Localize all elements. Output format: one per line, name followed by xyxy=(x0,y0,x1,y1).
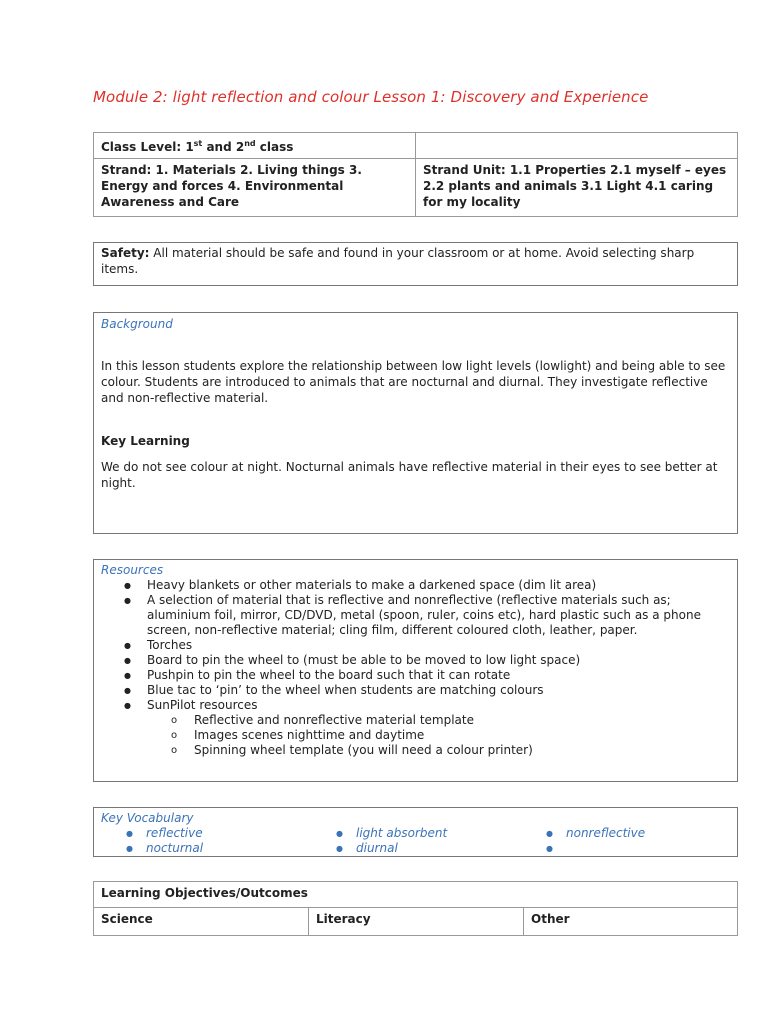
list-item: o Spinning wheel template (you will need a colour printer) xyxy=(94,743,726,758)
class-level-cell: Class Level: 1st and 2nd class xyxy=(94,133,416,159)
strand-unit-cell: Strand Unit: 1.1 Properties 2.1 myself – eyes 2.2 plants and animals 3.1 Light 4.1 caring for my locality xyxy=(416,159,738,217)
resources-heading: Resources xyxy=(101,563,164,577)
vocab-nonreflective: ● nonreflective xyxy=(514,826,724,841)
key-learning-text: We do not see colour at night. Nocturnal animals have reflective material in their eyes to see better at night. xyxy=(101,460,718,490)
list-item: ● Torches xyxy=(94,638,726,653)
list-item: ● A selection of material that is reflective and nonreflective (reflective materials such as; aluminium foil, mirror, CD/DVD, metal (spoon, ruler, coins etc), hard plastic such as a phone screen, non-reflective material; cling film, different coloured cloth, leather, paper. xyxy=(94,593,726,638)
vocab-nocturnal: ● nocturnal xyxy=(94,841,304,856)
vocab-reflective: ● reflective xyxy=(94,826,304,841)
background-text: In this lesson students explore the relationship between low light levels (lowlight) and being able to see colour. Students are introduced to animals that are nocturnal and diurnal. They investigate reflective and non-reflective material. xyxy=(101,359,726,405)
list-item: ● SunPilot resources xyxy=(94,698,726,713)
list-item: ● Heavy blankets or other materials to make a darkened space (dim lit area) xyxy=(94,578,726,593)
other-cell: Other xyxy=(524,908,738,936)
resources-box xyxy=(93,559,738,782)
list-item: ● Board to pin the wheel to (must be able to be moved to low light space) xyxy=(94,653,726,668)
background-box xyxy=(93,312,738,534)
vocab-light-absorbent: ● light absorbent xyxy=(304,826,514,841)
vocabulary-box xyxy=(93,807,738,857)
list-item: ● Pushpin to pin the wheel to the board such that it can rotate xyxy=(94,668,726,683)
list-item: o Reflective and nonreflective material template xyxy=(94,713,726,728)
key-learning-heading: Key Learning xyxy=(101,434,190,448)
vocab-empty xyxy=(514,841,724,856)
list-item: o Images scenes nighttime and daytime xyxy=(94,728,726,743)
empty-cell xyxy=(416,133,738,159)
class-info-table xyxy=(93,132,738,217)
background-heading: Background xyxy=(101,317,173,331)
page-title: Module 2: light reflection and colour Lesson 1: Discovery and Experience xyxy=(93,88,649,106)
objectives-table xyxy=(93,881,738,936)
safety-box xyxy=(93,242,738,286)
vocab-diurnal: ● diurnal xyxy=(304,841,514,856)
objectives-heading: Learning Objectives/Outcomes xyxy=(94,882,738,908)
vocabulary-heading: Key Vocabulary xyxy=(101,811,194,825)
science-cell: Science xyxy=(94,908,309,936)
literacy-cell: Literacy xyxy=(309,908,524,936)
safety-text: All material should be safe and found in your classroom or at home. Avoid selecting sharp items. xyxy=(101,246,695,276)
strand-cell: Strand: 1. Materials 2. Living things 3. Energy and forces 4. Environmental Awareness and Care xyxy=(94,159,416,217)
list-item: ● Blue tac to ‘pin’ to the wheel when students are matching colours xyxy=(94,683,726,698)
safety-label: Safety: xyxy=(101,246,150,260)
